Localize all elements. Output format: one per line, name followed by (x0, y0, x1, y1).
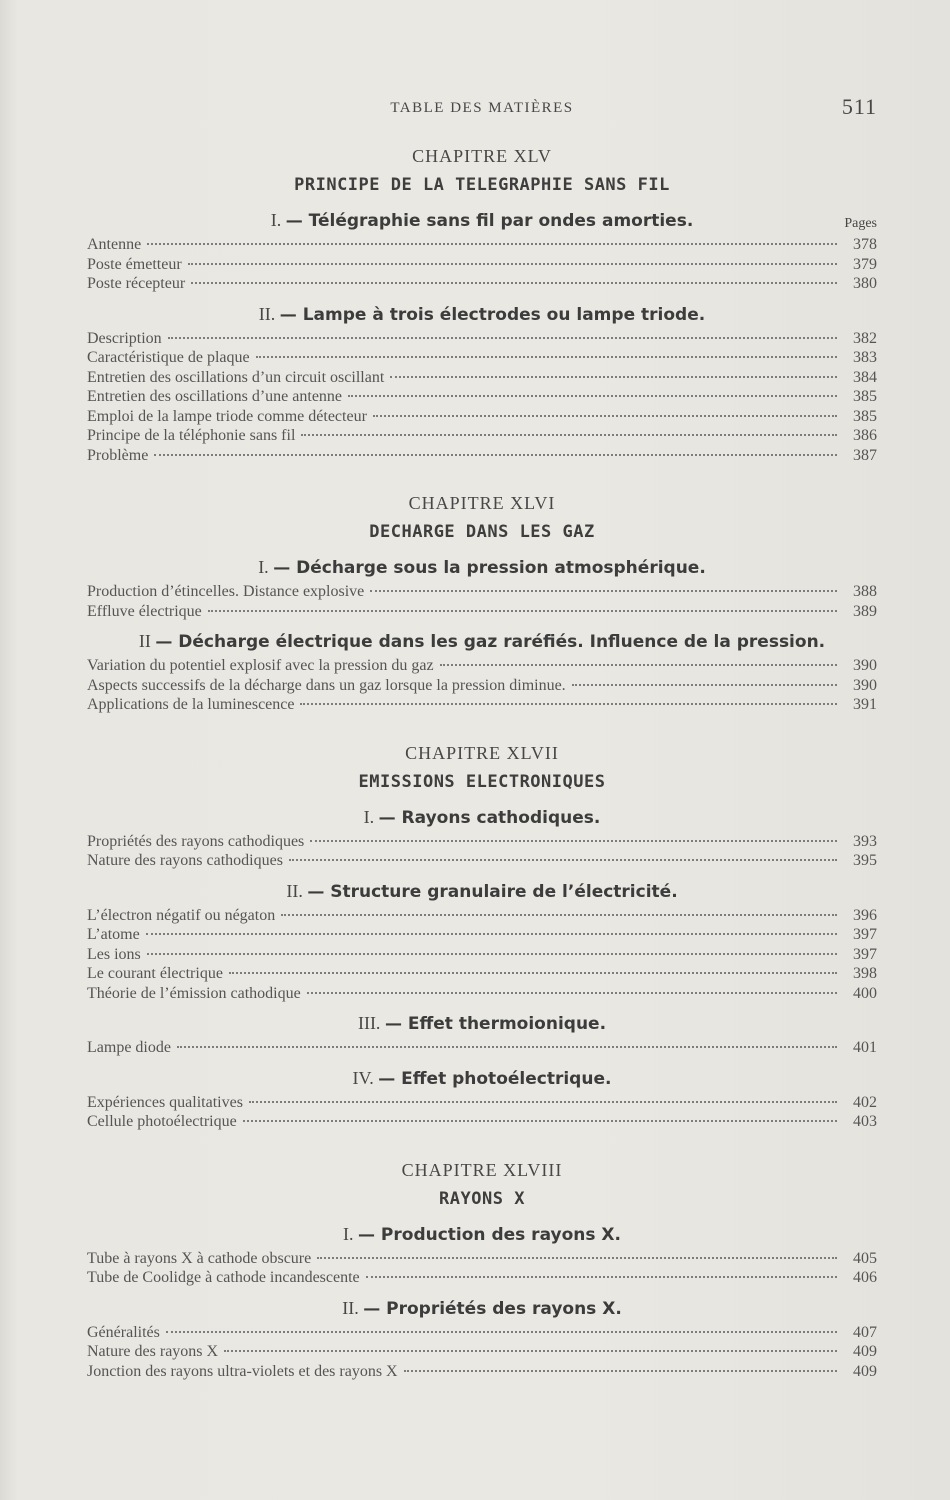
entry-page-number: 383 (853, 349, 877, 366)
toc-entry (87, 676, 877, 696)
dot-leader (243, 1120, 837, 1122)
entry-page-number: 397 (853, 926, 877, 943)
entry-label: Applications de la luminescence (87, 696, 295, 713)
toc-entry (87, 1093, 877, 1113)
dot-leader (390, 376, 837, 378)
section-number: I. (270, 210, 282, 230)
toc-entry (87, 235, 877, 255)
entry-label: Entretien des oscillations d’un circuit oscillant (87, 368, 385, 386)
toc-entry (87, 274, 877, 294)
toc-entry (87, 925, 877, 945)
entry-page-number: 403 (853, 1113, 877, 1130)
dot-leader (348, 395, 837, 397)
entry-label: L’atome (87, 926, 140, 943)
section-number: III. (357, 1013, 381, 1033)
pages-column-label: Pages (844, 216, 877, 231)
section-heading (87, 877, 877, 906)
chapter-number: CHAPITRE XLVIII (401, 1159, 563, 1180)
chapter-title: EMISSIONS ELECTRONIQUES (358, 771, 606, 792)
dot-leader (373, 415, 837, 417)
toc-entry (87, 348, 877, 368)
entry-label: Les ions (87, 945, 141, 963)
dot-leader (147, 243, 837, 245)
toc-entry (87, 1362, 877, 1382)
toc-entry (87, 368, 877, 388)
section-number: I. (363, 806, 375, 827)
running-head (87, 94, 877, 122)
entry-page-number: 406 (853, 1269, 877, 1286)
dot-leader (307, 992, 837, 994)
dot-leader (188, 263, 837, 265)
running-title: TABLE DES MATIÈRES (390, 100, 574, 116)
entry-label: Entretien des oscillations d’une antenne (87, 388, 343, 405)
entry-page-number: 401 (853, 1039, 877, 1056)
dot-leader (168, 337, 837, 339)
dot-leader (147, 953, 837, 955)
dot-leader (301, 434, 837, 436)
toc-entry (87, 1342, 877, 1362)
entry-page-number: 386 (853, 427, 877, 444)
toc-entry (87, 964, 877, 984)
section-title: — Rayons cathodiques. (378, 807, 601, 828)
entry-page-number: 400 (853, 984, 877, 1002)
chapter-block (87, 142, 877, 465)
entry-page-number: 395 (853, 852, 877, 869)
section-number: II. (342, 1297, 359, 1318)
section-heading (87, 1009, 877, 1038)
dot-leader (256, 356, 837, 358)
entry-label: Généralités (87, 1323, 160, 1341)
chapter-title: RAYONS X (439, 1188, 525, 1209)
entry-page-number: 402 (853, 1093, 877, 1111)
dot-leader (404, 1370, 837, 1372)
dot-leader (300, 703, 837, 705)
table-of-contents (87, 138, 877, 1381)
entry-page-number: 397 (853, 945, 877, 963)
entry-label: Antenne (87, 236, 142, 253)
section-number: II. (286, 880, 303, 901)
chapter-number: CHAPITRE XLV (412, 146, 552, 166)
dot-leader (440, 664, 837, 666)
toc-entry (87, 329, 877, 349)
entry-label: Poste récepteur (87, 275, 186, 292)
entry-label: Emploi de la lampe triode comme détecteur (87, 407, 367, 425)
entry-label: Lampe diode (87, 1039, 171, 1056)
dot-leader (289, 859, 837, 861)
section-title: — Structure granulaire de l’électricité. (307, 881, 678, 902)
toc-entry (87, 582, 877, 602)
entry-label: Tube de Coolidge à cathode incandescente (87, 1269, 360, 1286)
entry-page-number: 390 (853, 657, 877, 674)
dot-leader (281, 914, 837, 916)
dot-leader (366, 1276, 837, 1278)
entry-page-number: 393 (853, 832, 877, 850)
entry-page-number: 407 (853, 1323, 877, 1341)
toc-entry (87, 426, 877, 446)
entry-label: Tube à rayons X à cathode obscure (87, 1249, 312, 1267)
chapter-title: DECHARGE DANS LES GAZ (369, 522, 595, 542)
entry-label: Production d’étincelles. Distance explosive (87, 583, 365, 600)
toc-entry (87, 446, 877, 466)
dot-leader (249, 1101, 837, 1103)
section-heading (87, 627, 877, 656)
chapter-title: PRINCIPE DE LA TELEGRAPHIE SANS FIL (294, 175, 670, 195)
section-heading (87, 1220, 877, 1249)
entry-label: Problème (87, 446, 149, 464)
toc-entry (87, 1268, 877, 1288)
section-number: I. (258, 557, 269, 577)
entry-page-number: 385 (853, 388, 877, 405)
entry-page-number: 379 (853, 255, 877, 273)
dot-leader (317, 1257, 837, 1259)
section-title: — Production des rayons X. (358, 1224, 621, 1245)
entry-label: Cellule photoélectrique (87, 1113, 237, 1130)
dot-leader (154, 454, 837, 456)
toc-entry (87, 255, 877, 275)
section-heading (87, 803, 877, 832)
entry-page-number: 384 (853, 368, 877, 386)
toc-entry (87, 1323, 877, 1343)
dot-leader (224, 1350, 837, 1352)
section-title: — Décharge électrique dans les gaz raréfiés. Influence de la pression. (155, 632, 826, 652)
toc-entry (87, 387, 877, 407)
toc-entry (87, 602, 877, 622)
section-heading (87, 1064, 877, 1093)
entry-label: Nature des rayons cathodiques (87, 852, 283, 869)
entry-page-number: 409 (853, 1343, 877, 1360)
dot-leader (370, 590, 837, 592)
entry-page-number: 405 (853, 1249, 877, 1267)
entry-page-number: 391 (853, 696, 877, 713)
toc-entry (87, 906, 877, 926)
section-title: — Lampe à trois électrodes ou lampe triode. (279, 304, 706, 325)
entry-page-number: 378 (853, 236, 877, 253)
entry-label: Le courant électrique (87, 965, 223, 982)
section-title: — Propriétés des rayons X. (363, 1298, 622, 1319)
entry-page-number: 389 (853, 602, 877, 620)
page-number: 511 (841, 94, 877, 119)
chapter-block (87, 739, 877, 1132)
entry-page-number: 409 (853, 1362, 877, 1380)
entry-label: Effluve électrique (87, 602, 202, 620)
entry-page-number: 387 (853, 446, 877, 464)
entry-page-number: 385 (853, 407, 877, 425)
section-heading (87, 1294, 877, 1323)
section-heading (87, 300, 877, 329)
section-title: — Effet photoélectrique. (378, 1068, 612, 1089)
section-number: II. (258, 303, 276, 324)
toc-entry (87, 695, 877, 715)
chapter-block (87, 1156, 877, 1382)
entry-label: Théorie de l’émission cathodique (87, 984, 301, 1002)
entry-label: Jonction des rayons ultra-violets et des rayons X (87, 1362, 398, 1380)
section-number: II (138, 631, 151, 651)
dot-leader (208, 610, 837, 612)
entry-label: Aspects successifs de la décharge dans un gaz lorsque la pression diminue. (87, 676, 566, 694)
section-number: I. (343, 1223, 354, 1244)
section-title: — Effet thermoionique. (384, 1014, 607, 1034)
dot-leader (146, 933, 837, 935)
entry-label: Principe de la téléphonie sans fil (87, 427, 296, 444)
entry-label: Nature des rayons X (87, 1343, 219, 1360)
entry-label: Propriétés des rayons cathodiques (87, 832, 305, 850)
entry-page-number: 388 (853, 583, 877, 600)
entry-page-number: 398 (853, 965, 877, 982)
dot-leader (177, 1046, 837, 1048)
dot-leader (310, 840, 837, 842)
chapter-number: CHAPITRE XLVII (405, 742, 559, 763)
entry-label: Caractéristique de plaque (87, 349, 250, 366)
section-heading (87, 553, 877, 582)
section-heading (87, 206, 877, 235)
entry-label: Expériences qualitatives (87, 1093, 243, 1111)
section-title: — Décharge sous la pression atmosphérique. (273, 558, 706, 578)
toc-entry (87, 656, 877, 676)
dot-leader (572, 684, 837, 686)
dot-leader (166, 1331, 837, 1333)
section-number: IV. (352, 1067, 374, 1088)
chapter-block (87, 489, 877, 715)
dot-leader (191, 282, 837, 284)
toc-entry (87, 1112, 877, 1132)
entry-label: Poste émetteur (87, 255, 182, 273)
toc-entry (87, 407, 877, 427)
toc-entry (87, 984, 877, 1004)
toc-entry (87, 1038, 877, 1058)
entry-page-number: 380 (853, 275, 877, 292)
toc-entry (87, 832, 877, 852)
toc-entry (87, 1249, 877, 1269)
dot-leader (229, 972, 837, 974)
entry-label: Description (87, 329, 162, 347)
entry-page-number: 382 (853, 329, 877, 347)
entry-label: L’électron négatif ou négaton (87, 906, 276, 924)
toc-entry (87, 851, 877, 871)
entry-page-number: 390 (853, 676, 877, 694)
entry-page-number: 396 (853, 906, 877, 924)
chapter-number: CHAPITRE XLVI (408, 493, 556, 513)
entry-label: Variation du potentiel explosif avec la pression du gaz (87, 657, 434, 674)
toc-entry (87, 945, 877, 965)
section-title: — Télégraphie sans fil par ondes amorties. (285, 211, 694, 231)
